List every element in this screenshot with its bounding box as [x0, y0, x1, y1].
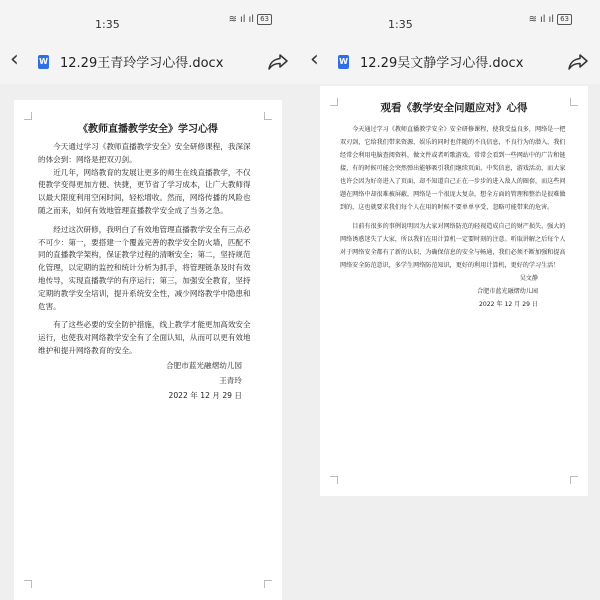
- word-doc-icon: W: [338, 55, 349, 69]
- document-page: [14, 100, 282, 600]
- document-body: [320, 123, 588, 311]
- page-corner-mark: [330, 476, 338, 484]
- paragraph: 近几年，网络教育的发展让更多的师生在线直播教学，不仅使教学变得更加方便、快捷，更节省了学习成本，让广大教师得以最大限度利用空闲时间，轻松增收。然而，网络传播的风险也随之而来，如何有效地管理直播教学安全成了当务之急。: [38, 167, 251, 215]
- document-page: [320, 86, 588, 496]
- paragraph: 今天通过学习《教师直播教学安全》安全研修课程，我深深的体会到：网络是把双刃剑。: [38, 142, 251, 164]
- page-corner-mark: [570, 476, 578, 484]
- battery-icon: 63: [557, 14, 572, 25]
- page-corner-mark: [24, 112, 32, 120]
- document-title: 《教师直播教学安全》学习心得: [78, 124, 218, 135]
- phone-screenshot-right: [300, 0, 600, 600]
- status-time: 1:35: [388, 18, 413, 31]
- wifi-icon: ≋: [528, 14, 537, 25]
- signature-name: 吴文静: [519, 275, 538, 282]
- document-title: 观看《教学安全问题应对》心得: [380, 102, 528, 114]
- paragraph: 目前有很多的事例说明因为大家对网络防范的轻视造成自己的财产损失，强大的网络诱惑迷失了大家，所以我们在用计算机一定要时刻的注意。听取讲解之后每个人对于网络安全都有了新的认识，为确保信息的安全与畅通，我们必须不断加强和提高网络安全防范意识，多学生网络防范知识，更好的利用计算机，更好的学习生活！: [340, 223, 566, 269]
- share-icon[interactable]: [266, 50, 290, 74]
- signal-icon: ıl: [248, 14, 255, 25]
- status-bar: [0, 0, 300, 40]
- app-header: [0, 40, 300, 84]
- file-title: 12.29吴文静学习心得.docx: [360, 56, 524, 71]
- signature-org: 合肥市蓝光融熠幼儿园: [166, 360, 242, 370]
- page-corner-mark: [264, 580, 272, 588]
- file-title: 12.29王青玲学习心得.docx: [60, 56, 224, 71]
- app-header: [300, 40, 600, 84]
- wifi-icon: ≋: [228, 14, 237, 25]
- back-arrow-icon[interactable]: ‹: [10, 47, 19, 72]
- signature-date: 2022 年 12 月 29 日: [479, 301, 538, 308]
- back-arrow-icon[interactable]: ‹: [310, 47, 319, 72]
- signature-org: 合肥市蓝光融熠幼儿园: [477, 288, 538, 295]
- signal-icon: ıl: [548, 14, 555, 25]
- paragraph: 经过这次研修，我明白了有效地管理直播教学安全有三点必不可少：第一，要搭建一个覆盖完善的教学安全防火墙，匹配不同的直播教学架构，保证教学过程的清晰安全；第二，坚持规范化管理，以定期的监控和统计分析为抓手，将管理链条及时有效地传导，实现直播教学的有序运行；第三，加强安全教育，坚持定期的教学安全培训，提升系统安全性，减少网络教学中隐患和危害。: [38, 224, 251, 311]
- share-icon[interactable]: [566, 50, 590, 74]
- page-corner-mark: [570, 98, 578, 106]
- word-doc-icon: W: [38, 55, 49, 69]
- page-corner-mark: [330, 98, 338, 106]
- signature-name: 王青玲: [219, 375, 242, 385]
- status-icons: [229, 14, 272, 25]
- status-bar: [300, 0, 600, 40]
- paragraph: 今天通过学习《教师直播教学安全》安全研修课程，使我受益良多，网络是一把双刃剑，它给我们带来资源、娱乐的同时也伴随的不良信息，不良行为的潜入，我们经常会利用电脑查阅资料，做文件或者听歌游戏，常常会看到一些网站中的广告和链接，有的时候可能会突然弹出能够吸引我们继续页面，中奖信息，游戏活动，而大家也许会因为好奇进入了页面，却不知道自己正在一步步的进入敌人的圈套，而这些问题在网络中却很难被屏蔽，网络是一个很庞大复杂，想全方面的管理和整治是很难做到的，这也就要求我们每个人在用的时候不要单单享受，忽略可能带来的危害。: [340, 126, 566, 211]
- page-corner-mark: [24, 580, 32, 588]
- status-time: 1:35: [95, 18, 120, 31]
- document-body: [14, 141, 282, 403]
- signal-icon: ıl: [539, 14, 546, 25]
- paragraph: 有了这些必要的安全防护措施，线上教学才能更加高效安全运行，也使我对网络教学安全有了全面认知，从而可以更有效地维护和提升网络教育的安全。: [38, 320, 251, 355]
- page-corner-mark: [264, 112, 272, 120]
- signal-icon: ıl: [239, 14, 246, 25]
- signature-date: 2022 年 12 月 29 日: [168, 390, 242, 400]
- battery-icon: 63: [257, 14, 272, 25]
- status-icons: [529, 14, 572, 25]
